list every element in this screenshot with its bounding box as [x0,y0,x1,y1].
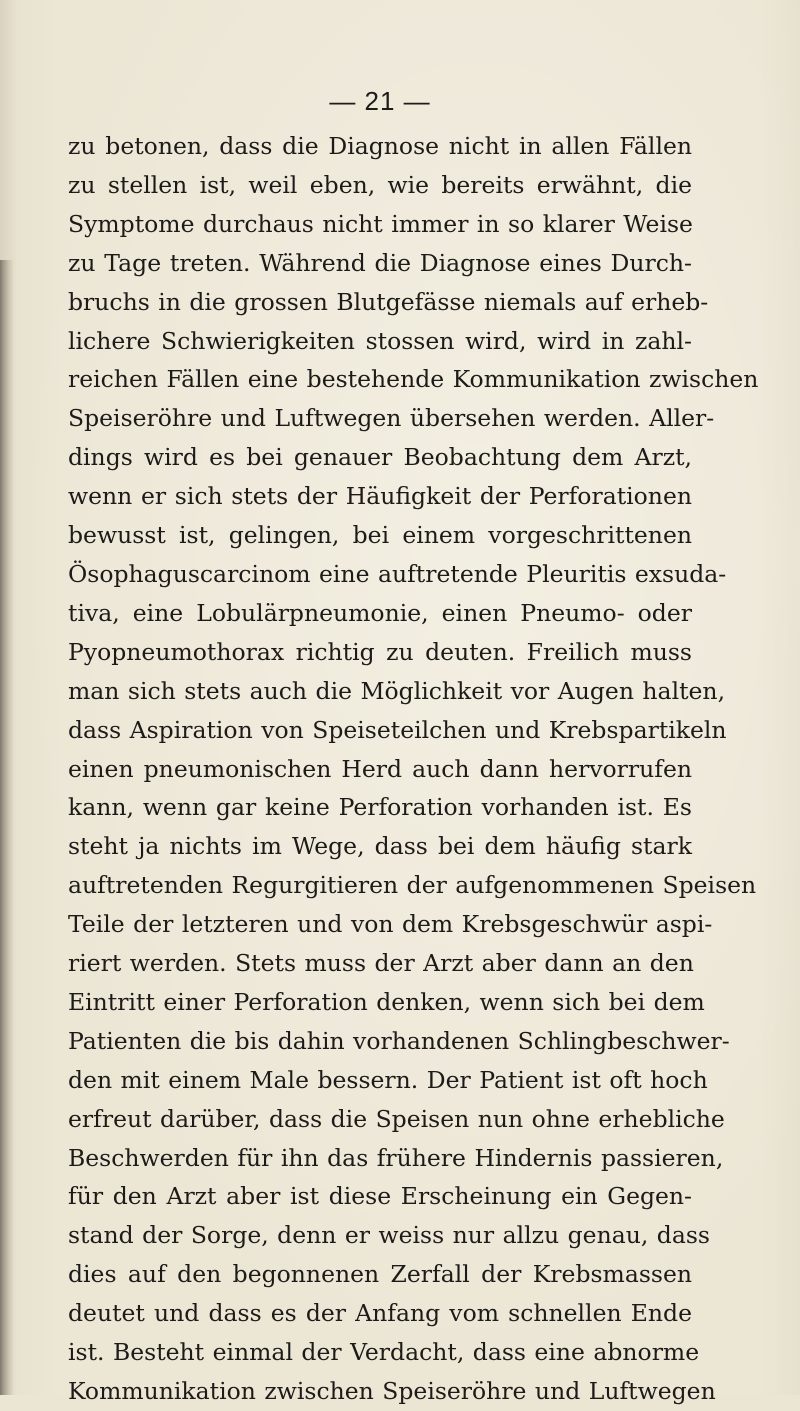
text-line: Ösophaguscarcinom eine auftretende Pleuritis exsuda- [68,559,727,588]
text-line: zu Tage treten. Während die Diagnose eines Durch- [68,248,692,277]
page-number: — 21 — [329,86,431,116]
body-text [68,127,759,1411]
text-line: stand der Sorge, denn er weiss nur allzu genau, dass [68,1221,710,1250]
text-line: für den Arzt aber ist diese Erscheinung ein Gegen- [68,1182,692,1211]
text-line: bruchs in die grossen Blutgefässe niemals auf erheb- [68,287,709,316]
text-line: auftretenden Regurgitieren der aufgenommenen Speisen [68,871,757,900]
text-line: zu stellen ist, weil eben, wie bereits erwähnt, die [68,170,692,199]
binding-shadow [0,260,14,1395]
text-line: Eintritt einer Perforation denken, wenn sich bei dem [68,987,705,1016]
text-line: wenn er sich stets der Häufigkeit der Perforationen [68,482,692,511]
text-line: bewusst ist, gelingen, bei einem vorgeschrittenen [68,521,692,550]
text-line: steht ja nichts im Wege, dass bei dem häufig stark [68,832,692,861]
text-line: Beschwerden für ihn das frühere Hindernis passieren, [68,1143,724,1172]
text-line: dies auf den begonnenen Zerfall der Krebsmassen [68,1260,692,1289]
text-line: Patienten die bis dahin vorhandenen Schlingbeschwer- [68,1026,730,1055]
text-line: tiva, eine Lobulärpneumonie, einen Pneumo- oder [68,598,692,627]
text-line: Speiseröhre und Luftwegen übersehen werden. Aller- [68,404,715,433]
text-line: dings wird es bei genauer Beobachtung dem Arzt, [68,443,692,472]
text-line: kann, wenn gar keine Perforation vorhanden ist. Es [68,793,692,822]
text-line: zu betonen, dass die Diagnose nicht in allen Fällen [68,132,692,160]
text-line: einen pneumonischen Herd auch dann hervorrufen [68,754,692,783]
text-line: Symptome durchaus nicht immer in so klarer Weise [68,209,693,238]
text-line: deutet und dass es der Anfang vom schnellen Ende [68,1299,692,1328]
text-line: lichere Schwierigkeiten stossen wird, wird in zahl- [68,326,692,355]
text-line: ist. Besteht einmal der Verdacht, dass eine abnorme [68,1338,700,1367]
text-line: Kommunikation zwischen Speiseröhre und Luftwegen [68,1377,716,1405]
text-line: reichen Fällen eine bestehende Kommunikation zwischen [68,365,759,394]
text-line: man sich stets auch die Möglichkeit vor Augen halten, [68,676,726,705]
text-line: dass Aspiration von Speiseteilchen und Krebspartikeln [68,715,727,744]
text-line: riert werden. Stets muss der Arzt aber dann an den [68,949,694,978]
text-line: erfreut darüber, dass die Speisen nun ohne erhebliche [68,1104,725,1133]
text-line: Teile der letzteren und von dem Krebsgeschwür aspi- [68,910,713,939]
text-line: Pyopneumothorax richtig zu deuten. Freilich muss [68,637,692,666]
text-line: den mit einem Male bessern. Der Patient ist oft hoch [68,1065,708,1094]
